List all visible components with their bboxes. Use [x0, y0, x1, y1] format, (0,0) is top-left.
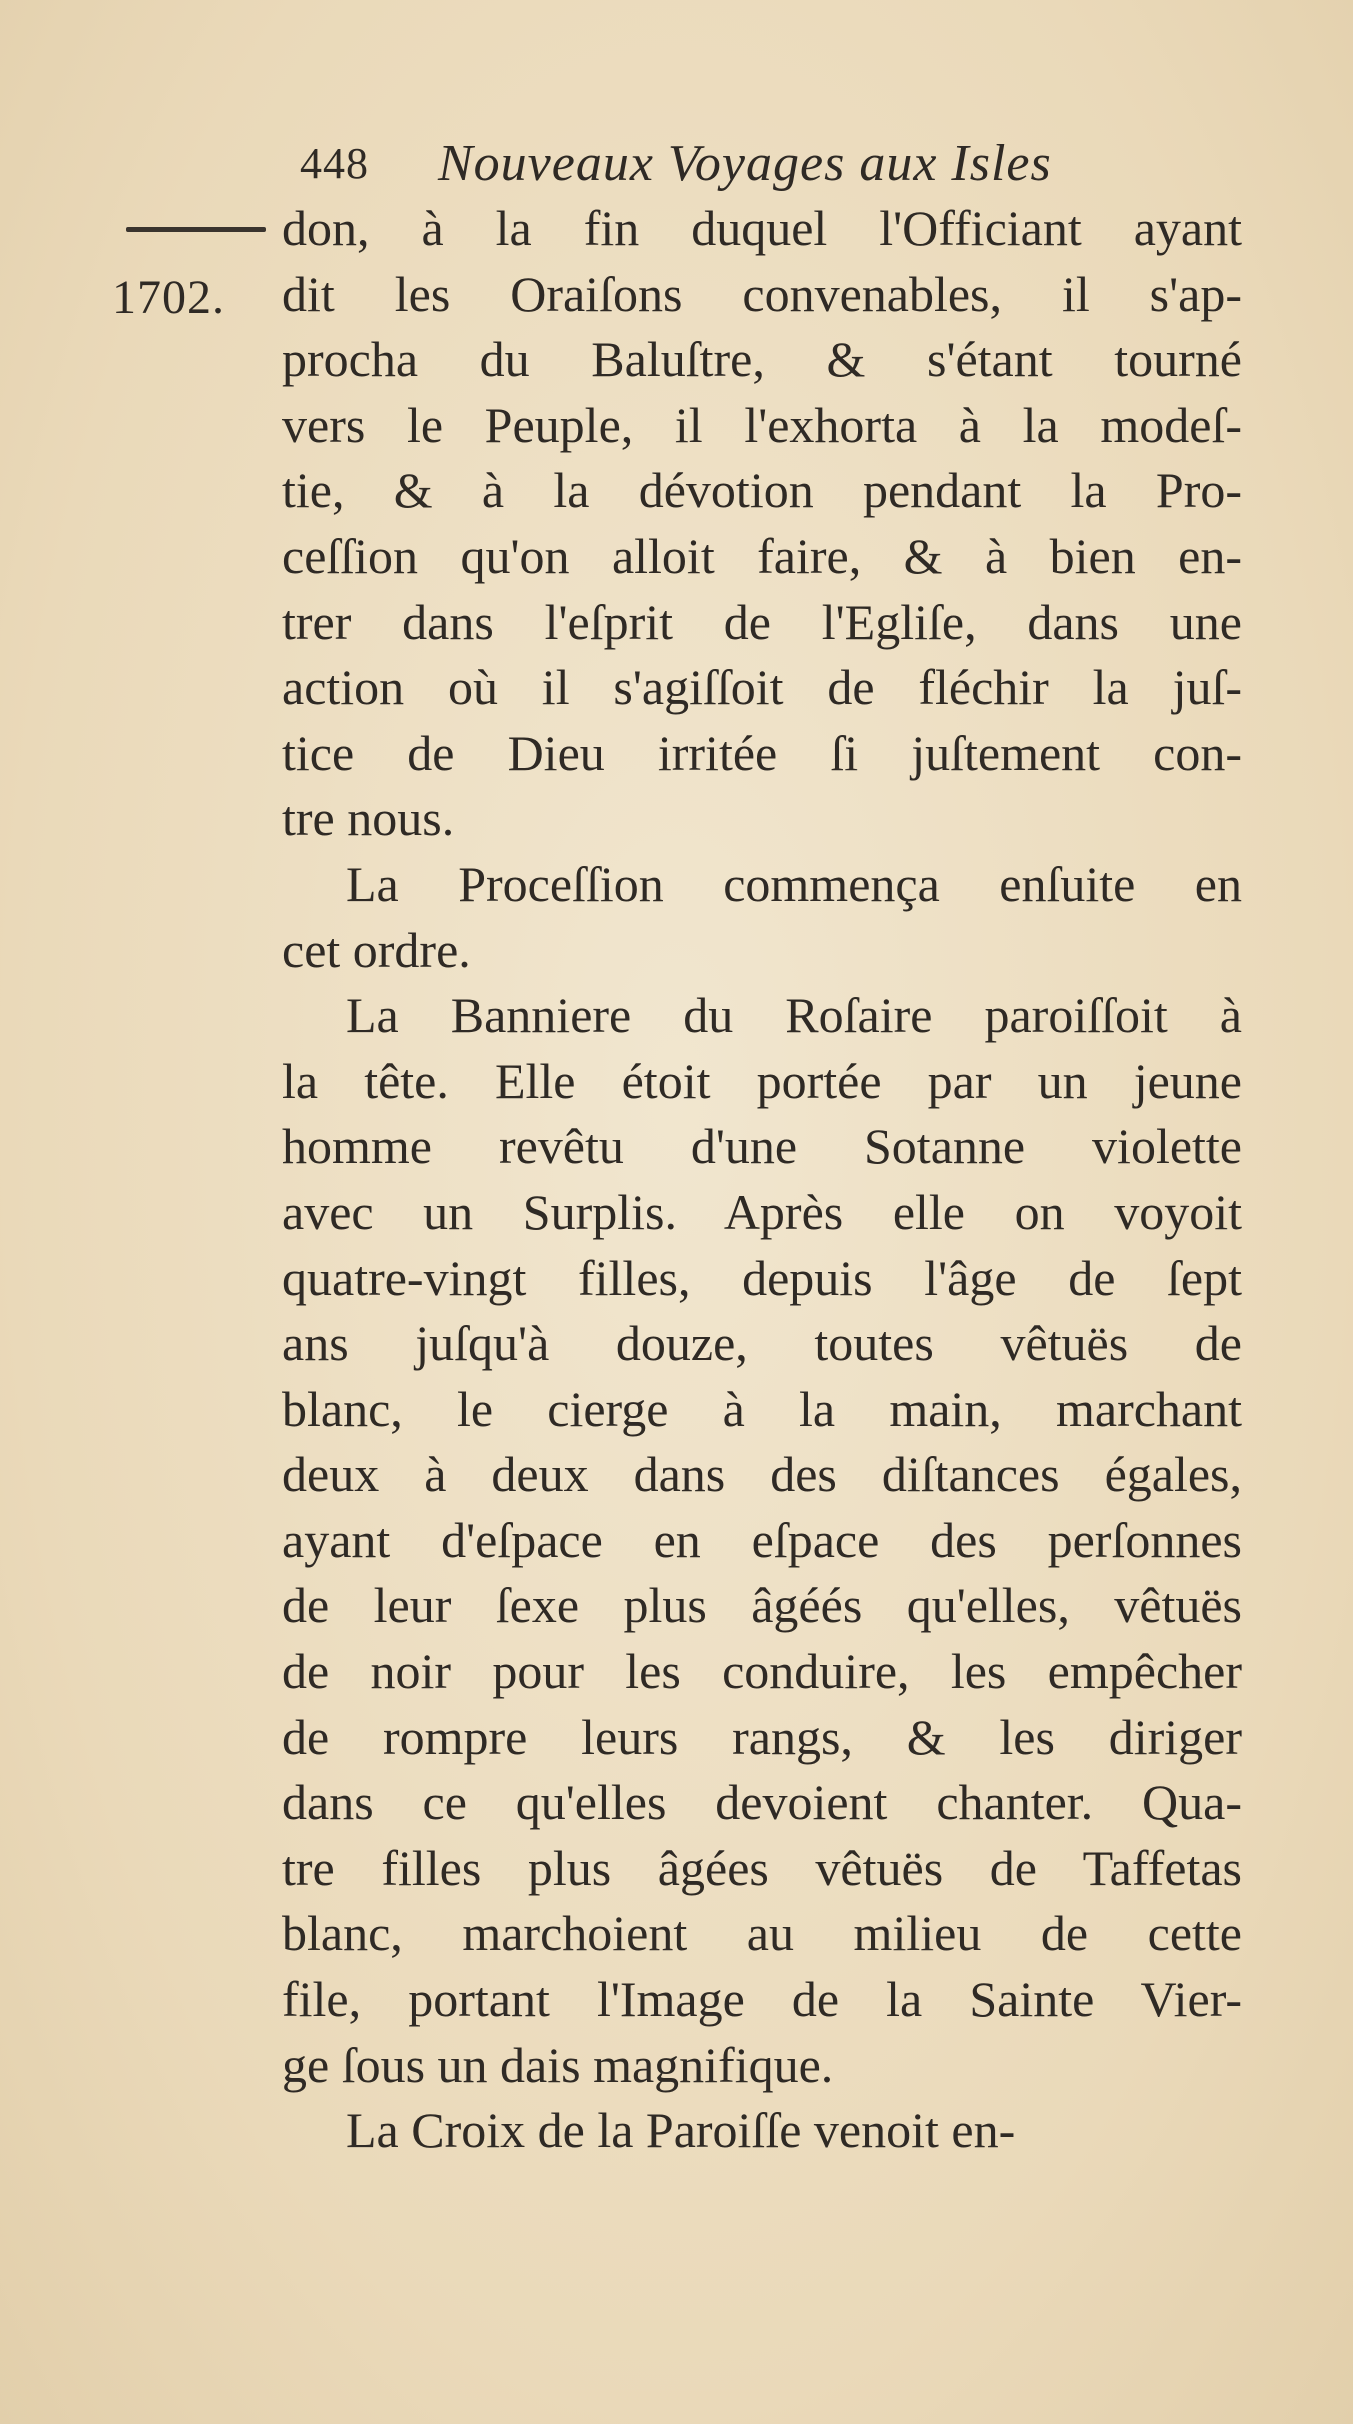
margin-year: 1702. [112, 271, 225, 324]
text-line: La Proceſſion commença enſuite en [346, 855, 1242, 912]
text-line: de rompre leurs rangs, & les diriger [282, 1708, 1242, 1765]
text-line: trer dans l'eſprit de l'Egliſe, dans une [282, 593, 1242, 650]
text-line: La Banniere du Roſaire paroiſſoit à [346, 987, 1242, 1044]
text-line: dit les Oraiſons convenables, il s'ap- [282, 265, 1242, 322]
text-line: file, portant l'Image de la Sainte Vier- [282, 1971, 1242, 2028]
page-number: 448 [300, 139, 369, 188]
text-line: la tête. Elle étoit portée par un jeune [282, 1052, 1242, 1109]
text-line: tre filles plus âgées vêtuës de Taffetas [282, 1839, 1242, 1896]
margin-dash [126, 227, 266, 232]
text-line: avec un Surplis. Après elle on voyoit [282, 1183, 1242, 1240]
text-line: ans juſqu'à douze, toutes vêtuës de [282, 1315, 1242, 1372]
text-line: blanc, le cierge à la main, marchant [282, 1380, 1242, 1437]
text-line: dans ce qu'elles devoient chanter. Qua- [282, 1774, 1242, 1831]
text-line: tie, & à la dévotion pendant la Pro- [282, 462, 1242, 519]
text-line: quatre-vingt filles, depuis l'âge de ſept [282, 1249, 1242, 1306]
text-line: La Croix de la Paroiſſe venoit en- [346, 2102, 1016, 2159]
page-header [300, 118, 1160, 208]
running-title: Nouveaux Voyages aux Isles [438, 135, 1052, 192]
text-line: procha du Baluſtre, & s'étant tourné [282, 331, 1242, 388]
text-line: don, à la fin duquel l'Officiant ayant [282, 200, 1242, 256]
text-line: de leur ſexe plus âgéés qu'elles, vêtuës [282, 1577, 1242, 1634]
text-line: ayant d'eſpace en eſpace des perſonnes [282, 1511, 1242, 1568]
text-line: cet ordre. [282, 921, 471, 978]
text-line: action où il s'agiſſoit de fléchir la juſ- [282, 659, 1242, 716]
text-line: vers le Peuple, il l'exhorta à la modeſ- [282, 396, 1242, 453]
text-line: ge ſous un dais magnifique. [282, 2036, 834, 2093]
text-line: homme revêtu d'une Sotanne violette [282, 1118, 1242, 1175]
text-line: tice de Dieu irritée ſi juſtement con- [282, 724, 1242, 781]
text-line: ceſſion qu'on alloit faire, & à bien en- [282, 527, 1242, 584]
text-line: deux à deux dans des diſtances égales, [282, 1446, 1242, 1503]
text-line: de noir pour les conduire, les empêcher [282, 1643, 1242, 1700]
text-line: blanc, marchoient au milieu de cette [282, 1905, 1242, 1962]
body-text [282, 196, 1242, 2164]
text-line: tre nous. [282, 790, 455, 847]
